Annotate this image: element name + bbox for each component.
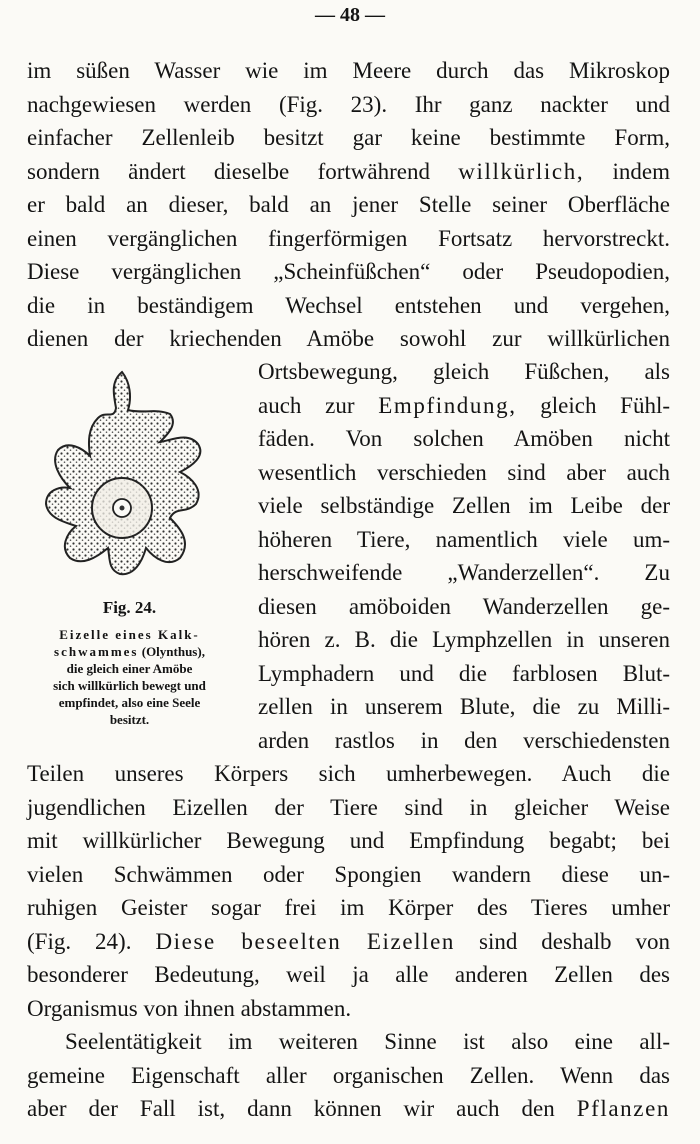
emphasis-spaced: Diese beseelten Eizellen bbox=[155, 929, 456, 954]
text-line: mit willkürlicher Bewegung und Empfindung begabt; bei bbox=[27, 828, 670, 853]
text-line: höheren Tiere, namentlich viele um- bbox=[258, 527, 670, 552]
emphasis-spaced: willkürlich, bbox=[458, 159, 585, 184]
text-line: Ortsbewegung, gleich Füßchen, als bbox=[258, 359, 670, 384]
text-line: Diese vergänglichen „Scheinfüßchen“ oder Pseudopodien, bbox=[27, 259, 670, 284]
text-line: ruhigen Geister sogar frei im Körper des Tieres umher bbox=[27, 895, 670, 920]
text-line: einen vergänglichen fingerförmigen Fortsatz hervorstreckt. bbox=[27, 226, 670, 251]
text-fragment: gleich Fühl- bbox=[540, 393, 670, 418]
text-line: wesentlich verschieden sind aber auch bbox=[258, 460, 670, 485]
text-line: hören z. B. die Lymphzellen in unseren bbox=[258, 627, 670, 652]
text-fragment: (Fig. 24). bbox=[27, 929, 132, 954]
figure-caption bbox=[27, 626, 232, 728]
text-line: Seelentätigkeit im weiteren Sinne ist also eine all- bbox=[65, 1029, 670, 1054]
text-line bbox=[27, 1092, 670, 1126]
text-line bbox=[27, 925, 670, 959]
text-line: Organismus von ihnen abstammen. bbox=[27, 996, 352, 1021]
caption-spaced: schwammes bbox=[54, 644, 139, 659]
text-line: besonderer Bedeutung, weil ja alle anderen Zellen des bbox=[27, 962, 670, 987]
text-line: dienen der kriechenden Amöbe sowohl zur willkürlichen bbox=[27, 326, 670, 351]
amoeba-illustration bbox=[30, 362, 230, 602]
figure-label: Fig. 24. bbox=[102, 598, 157, 617]
text-fragment: indem bbox=[612, 159, 670, 184]
caption-text: empfindet, also eine Seele bbox=[58, 695, 201, 710]
text-line: zellen in unserem Blute, die zu Milli- bbox=[258, 694, 670, 719]
text-line: gemeine Eigenschaft aller organischen Zellen. Wenn das bbox=[27, 1063, 670, 1088]
text-fragment: auch zur bbox=[258, 393, 355, 418]
emphasis-spaced: Pflanzen bbox=[576, 1096, 670, 1121]
caption-text: die gleich einer Amöbe bbox=[66, 661, 193, 676]
text-line: jugendlichen Eizellen der Tiere sind in gleicher Weise bbox=[27, 795, 670, 820]
text-line: einfacher Zellenleib besitzt gar keine bestimmte Form, bbox=[27, 125, 670, 150]
text-line: Teilen unseres Körpers sich umherbewegen. Auch die bbox=[27, 761, 670, 786]
text-line: er bald an dieser, bald an jener Stelle seiner Oberfläche bbox=[27, 192, 670, 217]
page-number: — 48 — bbox=[315, 4, 385, 26]
text-line: vielen Schwämmen oder Spongien wandern diese un- bbox=[27, 862, 670, 887]
amoeba-egg-cell-figure bbox=[30, 362, 230, 602]
text-line bbox=[258, 389, 670, 423]
text-line bbox=[27, 155, 670, 189]
text-fragment: sondern ändert dieselbe fortwährend bbox=[27, 159, 430, 184]
text-fragment: aber der Fall ist, dann können wir auch den bbox=[27, 1096, 555, 1121]
emphasis-spaced: Empfindung, bbox=[378, 393, 517, 418]
caption-text: sich willkürlich bewegt und bbox=[53, 678, 206, 693]
caption-text: (Olynthus), bbox=[141, 644, 205, 659]
text-line: nachgewiesen werden (Fig. 23). Ihr ganz nackter und bbox=[27, 92, 670, 117]
text-line: fäden. Von solchen Amöben nicht bbox=[258, 426, 670, 451]
text-fragment: sind deshalb von bbox=[479, 929, 671, 954]
text-line: im süßen Wasser wie im Meere durch das Mikroskop bbox=[27, 58, 670, 83]
text-line: arden rastlos in den verschiedensten bbox=[258, 728, 670, 753]
caption-spaced: Eizelle eines Kalk- bbox=[59, 627, 200, 642]
text-line: Lymphadern und die farblosen Blut- bbox=[258, 661, 670, 686]
text-line: diesen amöboiden Wanderzellen ge- bbox=[258, 594, 670, 619]
text-line: herschweifende „Wanderzellen“. Zu bbox=[258, 560, 670, 585]
caption-text: besitzt. bbox=[109, 712, 150, 727]
text-line: viele selbständige Zellen im Leibe der bbox=[258, 493, 670, 518]
text-line: die in beständigem Wechsel entstehen und vergehen, bbox=[27, 293, 670, 318]
